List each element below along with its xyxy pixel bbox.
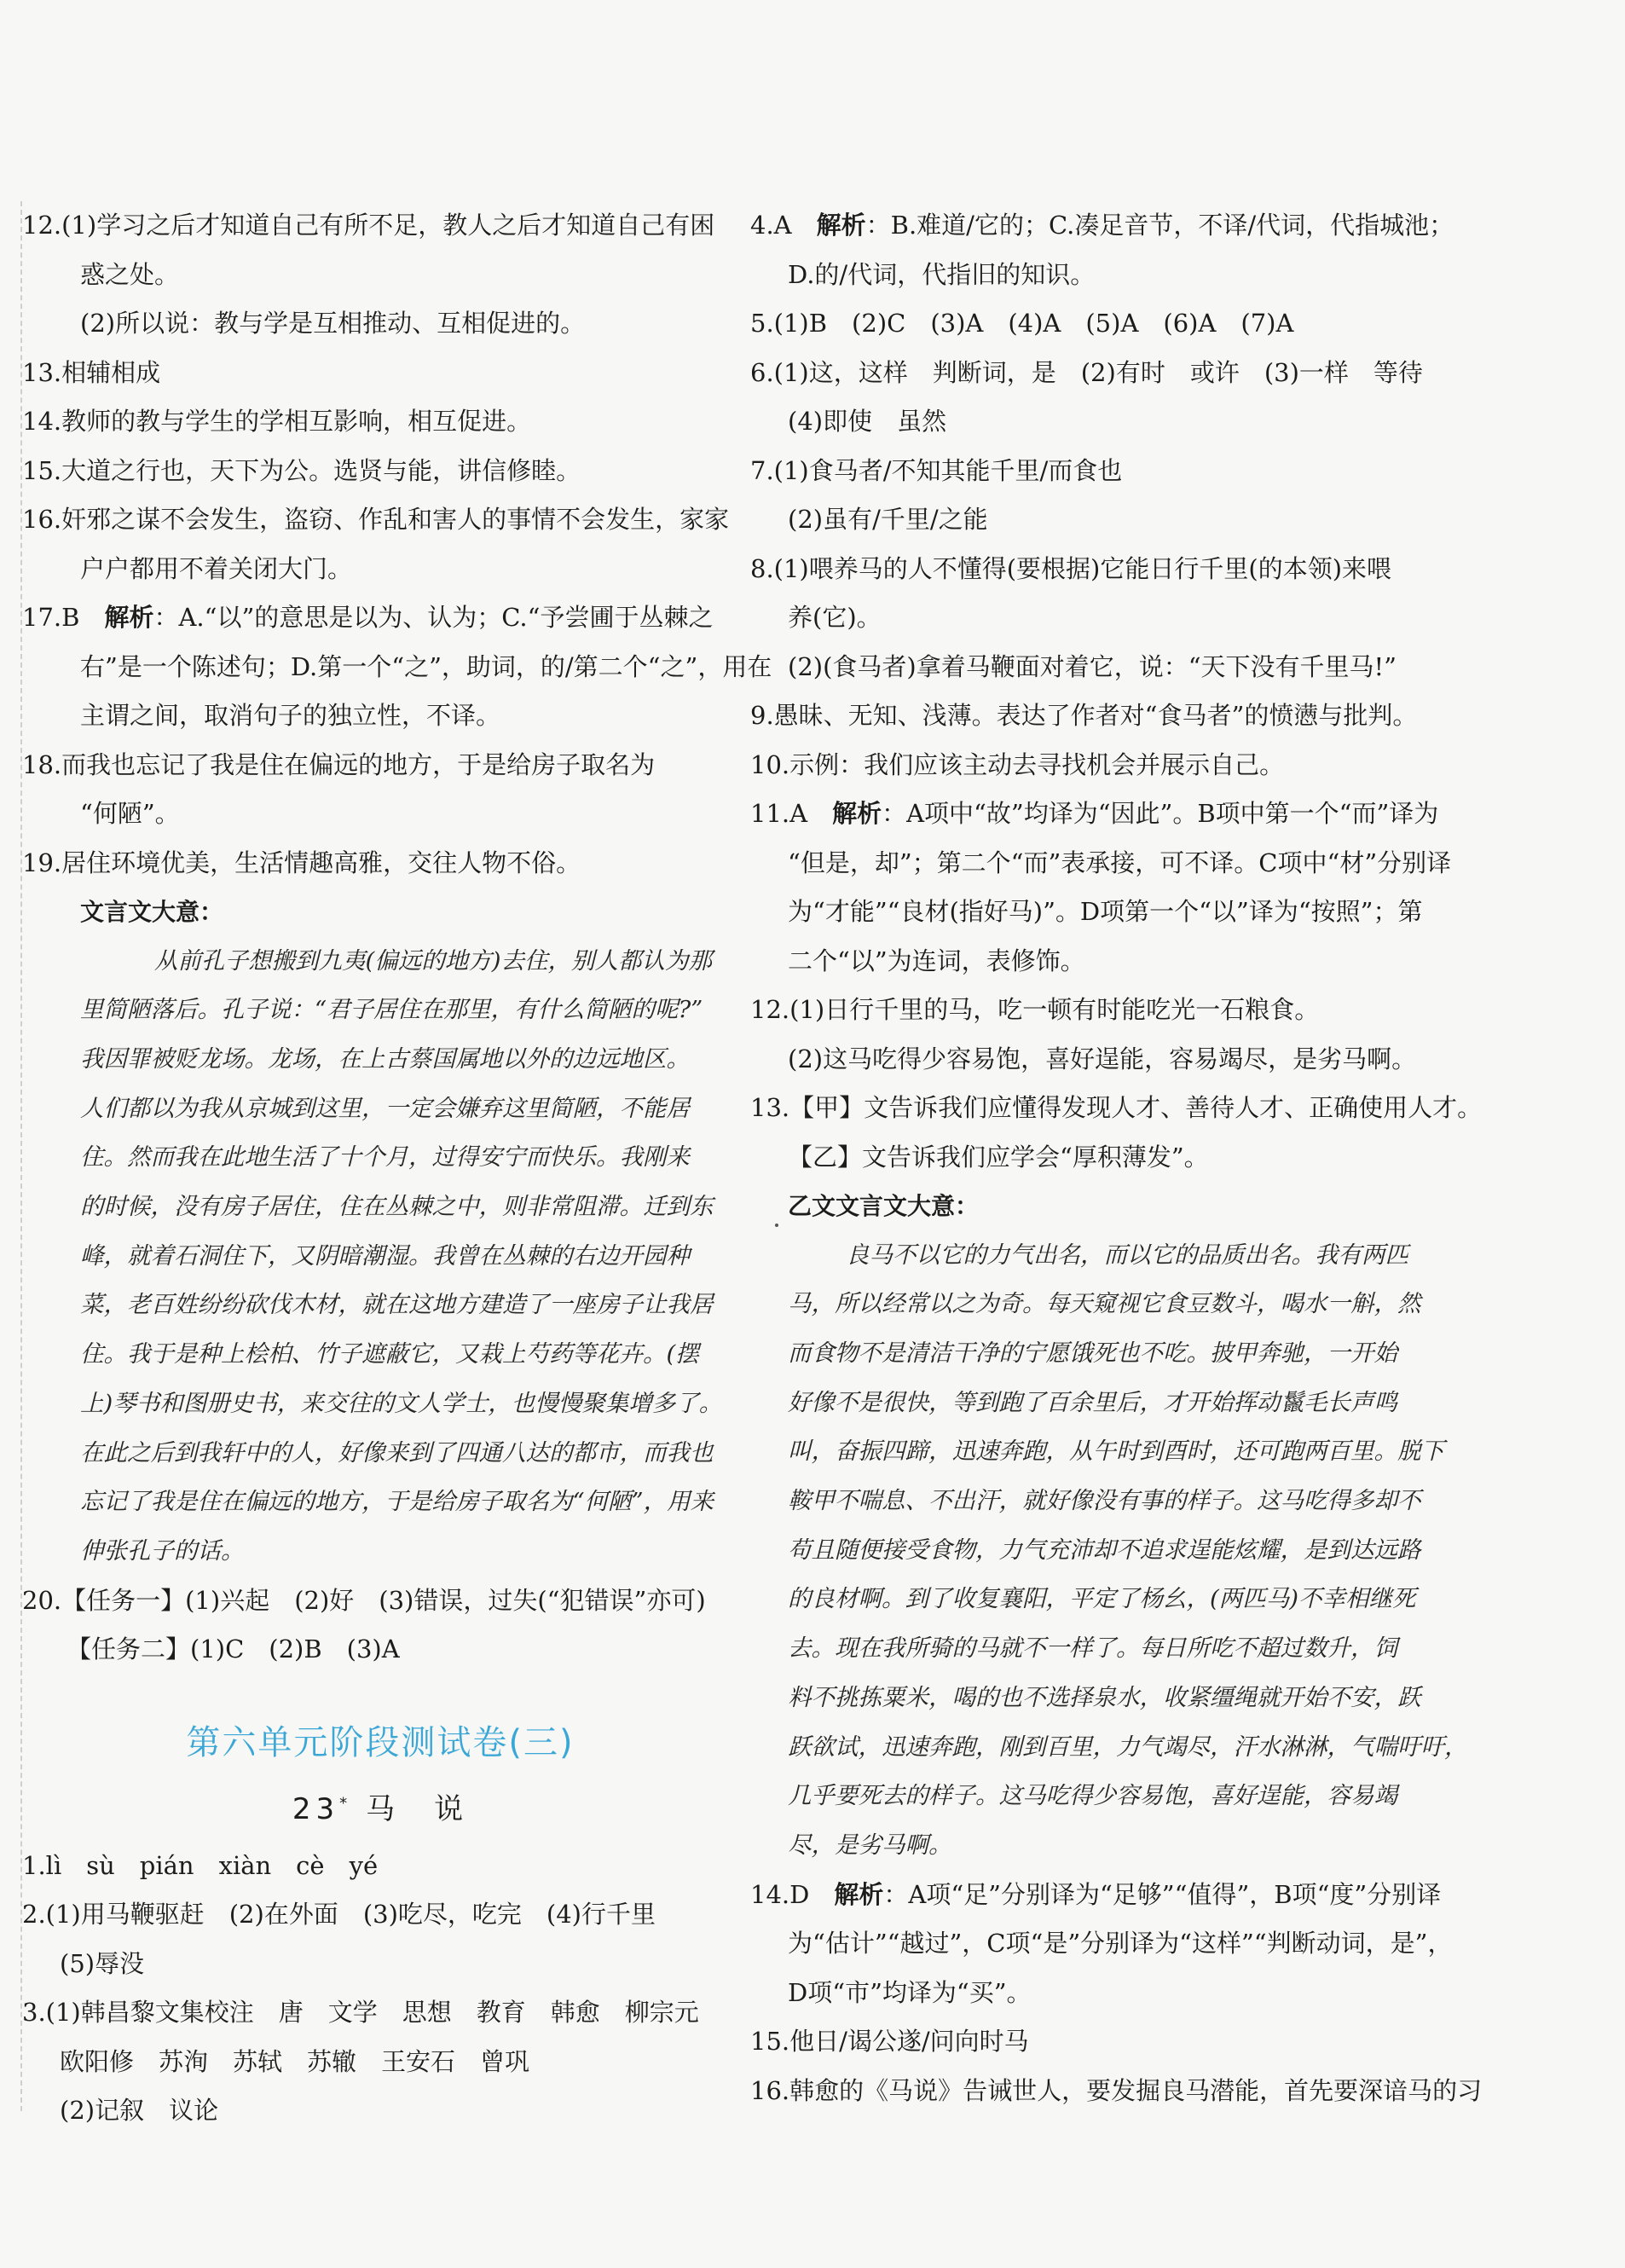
left-passage-title: 文言文大意： [80,898,224,926]
passage-line: 从前孔子想搬到九夷(偏远的地方)去住，别人都认为那 [154,946,712,975]
answer-line [750,741,1603,790]
passage-line: 料不挑拣粟米，喝的也不选择泉水，收紧缰绳就开始不安，跃 [788,1683,1421,1711]
answer-line [750,937,1603,986]
answer-text: ：B.难道/它的；C.凑足音节，不译/代词，代指城池； [865,211,1454,240]
answer-text: 3.(1)韩昌黎文集校注 唐 文学 思想 教育 韩愈 柳宗元 [22,1998,699,2028]
answer-line [750,1969,1603,2018]
passage-line: 的时候，没有房子居住，住在丛棘之中，则非常阻滞。迁到东 [80,1193,714,1221]
answer-line [750,1133,1603,1183]
answer-line [750,888,1603,937]
answer-text: 15.他日/谒公遂/问向时马 [750,2027,1029,2057]
answer-text: “但是，却”；第二个“而”表承接，可不译。C项中“材”分别译 [788,848,1452,877]
answer-line [750,643,1603,692]
answer-text: 15.大道之行也，天下为公。选贤与能，讲信修睦。 [22,455,581,485]
answer-text: ：A.“以”的意思是以为、认为；C.“予尝圃于丛棘之 [153,603,714,632]
answer-line [22,790,738,839]
answer-text: (2)所以说：教与学是互相推动、互相促进的。 [80,309,586,338]
answer-line [750,251,1603,300]
lesson-name: 马 说 [366,1791,469,1826]
answer-text: (2)虽有/千里/之能 [788,505,988,534]
answer-text: 5.(1)B (2)C (3)A (4)A (5)A (6)A (7)A [750,309,1294,338]
answer-line [750,1035,1603,1085]
left-passage [22,937,738,1577]
answer-line [22,1940,738,1989]
answer-text: 为“才能”“良材(指好马)”。D项第一个“以”译为“按照”；第 [788,897,1423,926]
answer-line [22,593,738,643]
answer-line [22,839,738,888]
answer-text: 户户都用不着关闭大门。 [80,553,353,583]
answer-text: 10.示例：我们应该主动去寻找机会并展示自己。 [750,749,1285,779]
answer-text: (2)这马吃得少容易饱，喜好逞能，容易竭尽，是劣马啊。 [788,1044,1417,1073]
answer-text: 右”是一个陈述句；D.第一个“之”，助词，的/第二个“之”，用在 [80,651,772,681]
answer-text: 12.(1)学习之后才知道自己有所不足，教人之后才知道自己有困 [22,211,715,240]
answer-number: 4.A [750,211,817,240]
answer-line [750,1919,1603,1969]
answer-line [22,2086,738,2136]
answer-text: “何陋”。 [80,799,180,828]
answer-line [750,397,1603,447]
answer-line [22,2038,738,2087]
answer-line [750,495,1603,545]
answer-number: 11.A [750,799,833,828]
section-title: 第六单元阶段测试卷(三) [186,1722,575,1762]
passage-line: 伸张孔子的话。 [80,1536,245,1565]
right-passage [750,1231,1603,1871]
left-answers-3 [22,1842,738,2136]
passage-line: 菜，老百姓纷纷砍伐木材，就在这地方建造了一座房子让我居 [80,1291,714,1319]
answer-line [750,986,1603,1035]
answer-line [750,839,1603,888]
answer-text: 18.而我也忘记了我是住在偏远的地方，于是给房子取名为 [22,749,656,779]
answer-text: 二个“以”为连词，表修饰。 [788,946,1085,975]
answer-line [22,643,772,692]
right-passage-title: 乙文文言文大意： [788,1192,980,1220]
right-answers-2 [750,1871,1603,2116]
passage-line: 上)琴书和图册史书，来交往的文人学士，也慢慢聚集增多了。 [80,1389,723,1417]
answer-line [22,545,738,594]
answer-line [750,2017,1603,2067]
answer-text: ：A项“足”分别译为“足够”“值得”，B项“度”分别译 [883,1879,1442,1909]
passage-line: 峰，就着石洞住下，又阴暗潮湿。我曾在丛棘的右边开园种 [80,1241,690,1270]
answer-text: 主谓之间，取消句子的独立性，不译。 [80,701,501,730]
answer-text: 欧阳修 苏洵 苏轼 苏辙 王安石 曾巩 [60,2046,530,2076]
answer-line [750,545,1603,594]
answer-text: 为“估计”“越过”，C项“是”分别译为“这样”“判断动词，是”， [788,1929,1453,1958]
answer-text: 8.(1)喂养马的人不懂得(要根据)它能日行千里(的本领)来喂 [750,553,1392,583]
answer-line [22,1625,738,1675]
lesson-number: 23 [292,1791,340,1826]
answer-text: 16.韩愈的《马说》告诫世人，要发掘良马潜能，首先要深谙马的习 [750,2075,1483,2105]
passage-line: 住。然而我在此地生活了十个月，过得安宁而快乐。我刚来 [80,1143,690,1172]
answer-text: 1.lì sù pián xiàn cè yé [22,1850,379,1880]
answer-line [750,593,1603,643]
answer-line [750,201,1603,251]
passage-line: 的良材啊。到了收复襄阳，平定了杨幺，(两匹马)不幸相继死 [788,1585,1416,1613]
answer-text: 16.奸邪之谋不会发生，盗窃、作乱和害人的事情不会发生，家家 [22,505,730,534]
lesson-mark: * [339,1794,348,1813]
answer-line [750,790,1603,839]
passage-line: 住。我于是种上桧柏、竹子遮蔽它，又栽上芍药等花卉。(摆 [80,1340,699,1368]
answer-text: 养(它)。 [788,603,882,632]
right-column [750,201,1603,2115]
answer-text: 惑之处。 [80,259,180,289]
analysis-label: 解析 [832,799,882,828]
answer-text: 14.教师的教与学生的学相互影响，相互促进。 [22,407,532,436]
analysis-label: 解析 [104,603,154,632]
answer-line [750,1871,1603,1920]
passage-line: 马，所以经常以之为奇。每天窥视它食豆数斗，喝水一斛，然 [788,1290,1421,1318]
passage-line: 跃欲试，迅速奔跑，刚到百里，力气竭尽，汗水淋淋，气喘吁吁， [788,1733,1468,1761]
answer-line [750,2067,1603,2116]
answer-line [22,1842,738,1891]
lesson-title [22,1785,738,1842]
passage-line: 人们都以为我从京城到这里，一定会嫌弃这里简陋，不能居 [80,1094,690,1122]
passage-line: 尽，是劣马啊。 [788,1831,952,1859]
answer-text: 2.(1)用马鞭驱赶 (2)在外面 (3)吃尽，吃完 (4)行千里 [22,1900,656,1930]
answer-line [22,397,738,447]
answer-text: 9.愚昧、无知、浅薄。表达了作者对“食马者”的愤懑与批判。 [750,701,1418,730]
answer-line [22,201,738,251]
left-answers-2 [22,1577,738,1675]
answer-line [22,741,738,790]
answer-number: 17.B [22,603,105,632]
answer-line [22,251,738,300]
answer-line [750,447,1603,496]
answer-line [22,1577,738,1626]
passage-line: 良马不以它的力气出名，而以它的品质出名。我有两匹 [846,1241,1408,1269]
answer-text: D.的/代词，代指旧的知识。 [788,259,1096,289]
scan-dot [775,1224,778,1227]
answer-line [750,691,1603,741]
passage-line: 鞍甲不喘息、不出汗，就好像没有事的样子。这马吃得多却不 [788,1487,1421,1515]
answer-text: 20.【任务一】(1)兴起 (2)好 (3)错误，过失(“犯错误”亦可) [22,1585,706,1615]
answer-text: (2)(食马者)拿着马鞭面对着它，说：“天下没有千里马!” [788,651,1397,681]
answer-number: 14.D [750,1879,835,1909]
answer-line [22,299,738,349]
passage-line: 我因罪被贬龙场。龙场，在上古蔡国属地以外的边远地区。 [80,1044,690,1073]
answer-text: 19.居住环境优美，生活情趣高雅，交往人物不俗。 [22,848,581,877]
passage-line: 忘记了我是住在偏远的地方，于是给房子取名为“何陋”，用来 [80,1488,714,1516]
answer-line [22,495,738,545]
answer-line [22,691,738,741]
answer-text: 13.【甲】文告诉我们应懂得发现人才、善待人才、正确使用人才。 [750,1093,1483,1122]
right-answers [750,201,1603,1182]
passage-line: 几乎要死去的样子。这马吃得少容易饱，喜好逞能，容易竭 [788,1782,1397,1810]
answer-text: ：A项中“故”均译为“因此”。B项中第一个“而”译为 [882,799,1439,828]
answer-text: 6.(1)这，这样 判断词，是 (2)有时 或许 (3)一样 等待 [750,357,1423,387]
passage-line: 去。现在我所骑的马就不一样了。每日所吃不超过数升，饲 [788,1634,1397,1663]
answer-text: 13.相辅相成 [22,357,161,387]
answer-text: 【任务二】(1)C (2)B (3)A [67,1634,400,1664]
analysis-label: 解析 [816,211,866,240]
passage-line: 叫，奋振四蹄，迅速奔跑，从午时到酉时，还可跑两百里。脱下 [788,1438,1444,1466]
answer-line [750,1084,1603,1133]
answer-text: (2)记叙 议论 [60,2096,219,2126]
answer-text: 【乙】文告诉我们应学会“厚积薄发”。 [788,1142,1209,1172]
answer-line [750,349,1603,398]
answer-line [22,1890,738,1940]
passage-line: 在此之后到我轩中的人，好像来到了四通八达的都市，而我也 [80,1438,714,1467]
passage-line: 而食物不是清洁干净的宁愿饿死也不吃。披甲奔驰，一开始 [788,1339,1397,1367]
answer-text: D项“市”均译为“买”。 [788,1977,1032,2007]
passage-line: 里简陋落后。孔子说：“君子居住在那里，有什么简陋的呢?” [80,996,703,1024]
answer-line [22,1988,738,2038]
analysis-label: 解析 [834,1879,884,1909]
answer-text: (5)辱没 [60,1948,145,1978]
answer-text: 12.(1)日行千里的马，吃一顿有时能吃光一石粮食。 [750,995,1320,1024]
answer-line [750,299,1603,349]
left-answers [22,201,772,888]
answer-line [22,447,738,496]
passage-line: 好像不是很快，等到跑了百余里后，才开始挥动鬣毛长声鸣 [788,1388,1397,1416]
answer-line [22,349,738,398]
answer-text: (4)即使 虽然 [788,407,947,436]
left-column [20,201,772,2126]
answer-text: 7.(1)食马者/不知其能千里/而食也 [750,455,1123,485]
passage-line: 苟且随便接受食物，力气充沛却不追求逞能炫耀，是到达远路 [788,1536,1421,1564]
